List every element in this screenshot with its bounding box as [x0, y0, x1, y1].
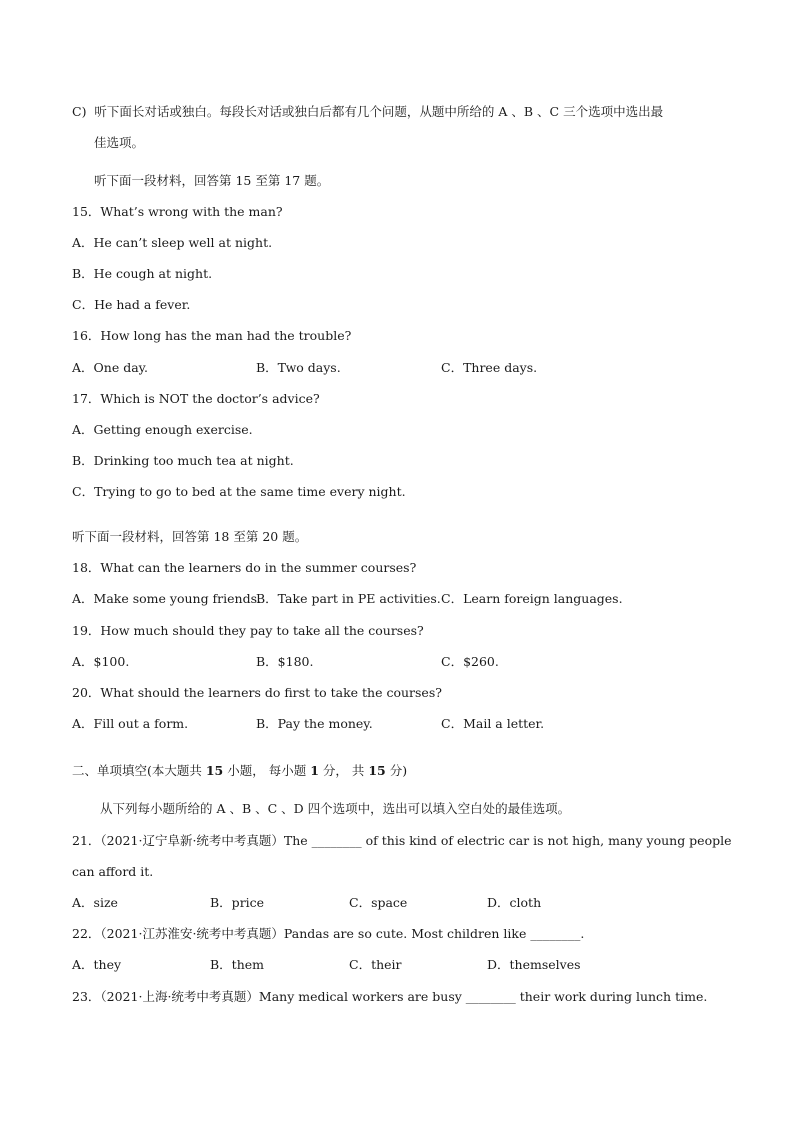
q18-option-b: B．Take part in PE activities. [256, 591, 441, 606]
q15-stem: 15．What’s wrong with the man? [72, 204, 283, 219]
section-c-label: C) [72, 104, 87, 119]
q22-option-a: A．they [72, 957, 122, 972]
q17-option-c: C．Trying to go to bed at the same time every night. [72, 484, 406, 499]
q19-option-c: C．$260. [441, 654, 499, 669]
q19-option-a: A．$100. [72, 654, 130, 669]
section-c-instruction [72, 104, 663, 120]
q16-option-c: C．Three days. [441, 360, 538, 375]
q17-option-b: B．Drinking too much tea at night. [72, 453, 294, 468]
q21-option-b: B．price [210, 895, 265, 910]
section-2-heading [72, 763, 407, 779]
q16-option-a: A．One day. [72, 360, 149, 375]
q20-stem: 20．What should the learners do first to take the courses? [72, 685, 442, 700]
q17-stem: 17．Which is NOT the doctor’s advice? [72, 391, 320, 406]
q17-option-a: A．Getting enough exercise. [72, 422, 253, 437]
q21-stem: 21．（2021·辽宁阜新·统考中考真题）The ________ of this kind of electric car is not high, many young people [72, 833, 732, 848]
q21-option-c: C．space [349, 895, 408, 910]
heading-mid1: 小题， 每小题 [223, 763, 311, 778]
q22-option-c: C．their [349, 957, 402, 972]
q18-stem: 18．What can the learners do in the summer courses? [72, 560, 417, 575]
q18-option-c: C．Learn foreign languages. [441, 591, 623, 606]
q21-option-d: D．cloth [487, 895, 542, 910]
section-2-instruction: 从下列每小题所给的 A 、B 、C 、D 四个选项中，选出可以填入空白处的最佳选项。 [100, 801, 571, 816]
heading-points: 1 [310, 763, 319, 778]
q22-stem: 22．（2021·江苏淮安·统考中考真题）Pandas are so cute. Most children like ________. [72, 926, 585, 941]
q19-option-b: B．$180. [256, 654, 314, 669]
q20-option-a: A．Fill out a form. [72, 716, 189, 731]
q21-option-a: A．size [72, 895, 118, 910]
q15-option-a: A．He can’t sleep well at night. [72, 235, 273, 250]
q22-option-b: B．them [210, 957, 265, 972]
q15-option-b: B．He cough at night. [72, 266, 213, 281]
q15-option-c: C．He had a fever. [72, 297, 191, 312]
q23-stem: 23．（2021·上海·统考中考真题）Many medical workers are busy ________ their work during lunch time. [72, 989, 708, 1004]
q20-option-b: B．Pay the money. [256, 716, 373, 731]
q21-stem-continued: can afford it. [72, 864, 154, 879]
section-c-instruction-line2: 佳选项。 [94, 135, 145, 150]
q22-option-d: D．themselves [487, 957, 581, 972]
q18-option-a: A．Make some young friends. [72, 591, 261, 606]
heading-count: 15 [205, 763, 224, 778]
section-c-instruction-line1: 听下面长对话或独白。每段长对话或独白后都有几个问题，从题中所给的 A 、B 、C 三个选项中选出最 [94, 104, 664, 119]
q16-option-b: B．Two days. [256, 360, 341, 375]
q20-option-c: C．Mail a letter. [441, 716, 545, 731]
heading-total: 15 [368, 763, 386, 778]
heading-post: 分) [385, 763, 408, 778]
heading-mid2: 分， 共 [318, 763, 369, 778]
q19-stem: 19．How much should they pay to take all the courses? [72, 623, 424, 638]
q16-stem: 16．How long has the man had the trouble? [72, 328, 352, 343]
heading-pre: 二、单项填空(本大题共 [72, 763, 206, 778]
group2-intro: 听下面一段材料，回答第 18 至第 20 题。 [72, 529, 308, 544]
group1-intro: 听下面一段材料，回答第 15 至第 17 题。 [94, 173, 330, 188]
